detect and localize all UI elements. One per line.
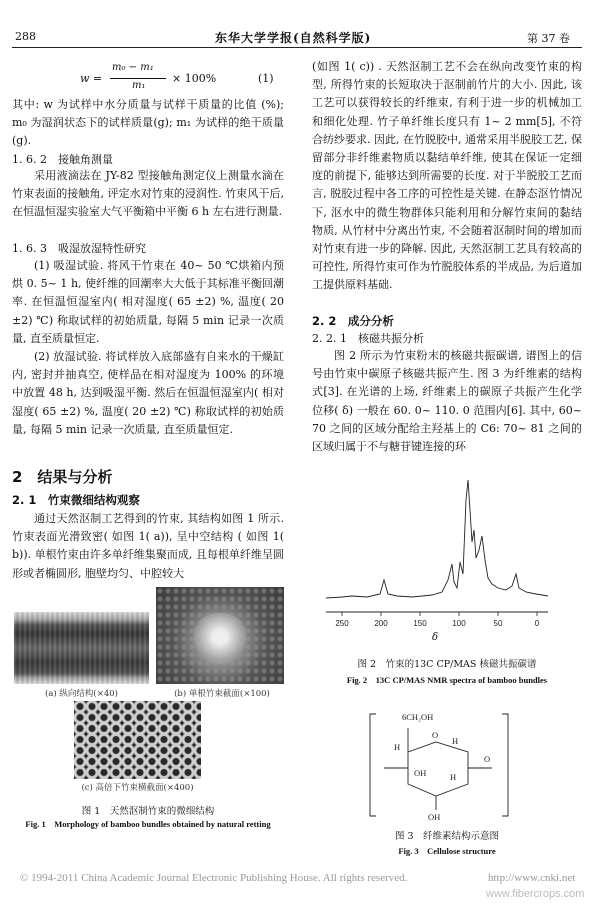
oh-label-1: OH bbox=[414, 768, 427, 778]
formula-note bbox=[12, 96, 284, 151]
fig2-caption-zh: 图 2 竹束的13C CP/MAS 核磁共振碳谱 bbox=[357, 659, 537, 670]
para-1-6-3a bbox=[12, 257, 284, 348]
nmr-tick-50: 50 bbox=[493, 619, 503, 628]
para-1-6-3b bbox=[12, 348, 284, 439]
eq-numerator: m₀ − m₁ bbox=[112, 62, 154, 73]
nmr-ticks bbox=[342, 612, 537, 616]
eq-number: (1) bbox=[258, 72, 274, 85]
para-cont-text: (如图 1( c)) . 天然沤制工艺不会在纵向改变竹束的构型, 所得竹束的长短取决于沤制前竹片的大小. 因此, 该工艺可以获得较长的纤维束, 有利于进一步的机械加工和细化处理. 竹子单纤维长度只有 1~ 2 mm[5], 不符合纺纱要求. 因此, 在竹脱胶中, 通常采用半脱胶工艺, 保留部分非纤维素物质以黏结单纤维, 使其在保证一定细度的前提下, 能够达到所需要的长度. 对于半脱胶工艺而言, 脱胶过程中各工序的可控性是关键. 在静态沤竹情况下, 沤水中的微生物群体只能利用和分解竹束间的黏结物质, 从竹材中分离出竹束, 不会随着沤制时间的增加而对竹束有进一步的降解. 因此, 天然沤制工艺具有较高的可控性, 所得竹束可作为竹脱胶体系的半成品, 为后道加工提供原料基础. bbox=[312, 60, 582, 292]
heading-2: 2 结果与分析 bbox=[12, 468, 113, 486]
fig1b-photo bbox=[156, 587, 284, 684]
volume-label: 第 37 卷 bbox=[527, 32, 570, 45]
para-2-1 bbox=[12, 510, 284, 583]
nmr-tick-250: 250 bbox=[335, 619, 349, 628]
copyright-footer: © 1994-2011 China Academic Journal Electronic Publishing House. All rights reserved. bbox=[20, 872, 408, 884]
o-label-ring: O bbox=[432, 730, 439, 740]
eq-denominator: m₁ bbox=[132, 80, 146, 91]
eq-rhs: × 100% bbox=[172, 72, 217, 85]
eq-fraction-bar bbox=[110, 78, 166, 79]
fig1b-caption: (b) 单根竹束截面(×100) bbox=[174, 689, 270, 699]
para-1-6-2 bbox=[12, 167, 284, 222]
nmr-xlabel: δ bbox=[432, 632, 439, 643]
nmr-spectrum bbox=[322, 470, 552, 630]
para-1-6-2-text: 采用液滴法在 JY-82 型接触角测定仪上测量水滴在竹束表面的接触角, 评定水对竹束的浸润性. 竹束风干后, 在恒温恒湿实验室大气平衡箱中平衡 6 h 左右进行测量. bbox=[12, 169, 284, 219]
nmr-trace bbox=[326, 480, 548, 598]
fig1c-caption: (c) 高倍下竹束横截面(×400) bbox=[81, 783, 194, 793]
nmr-tick-150: 150 bbox=[413, 619, 427, 628]
fig3-caption-en: Fig. 3 Cellulose structure bbox=[398, 846, 496, 856]
cellulose-structure bbox=[364, 704, 514, 828]
bracket-right bbox=[502, 714, 508, 816]
cnki-url[interactable]: http://www.cnki.net bbox=[488, 872, 576, 884]
para-2-2-1 bbox=[312, 347, 582, 456]
page-number: 288 bbox=[15, 30, 36, 43]
h-label-2: H bbox=[452, 736, 459, 746]
nmr-tick-100: 100 bbox=[452, 619, 466, 628]
section-2-2: 2. 2 成分分析 bbox=[312, 314, 394, 328]
para-2-1-text: 通过天然沤制工艺得到的竹束, 其结构如图 1 所示. 竹束表面光滑致密( 如图 1( a)), 呈中空结构 ( 如图 1( b)). 单根竹束由许多单纤维集聚而成, 且每根单纤维呈圆形或者椭圆形, 胞壁均匀、中腔较大 bbox=[12, 512, 284, 580]
equation-1 bbox=[80, 64, 280, 98]
para-1-6-3a-text: (1) 吸湿试验. 将风干竹束在 40~ 50 ℃烘箱内预烘 0. 5~ 1 h, 使纤维的回潮率大大低于其标准平衡回潮率. 在恒温恒湿室内( 相对湿度( 65 ±2) %, 温度( 20 ±2) ℃) 称取试样的初始质量, 每隔 5 min 记录一次质量, 直至质量恒定. bbox=[12, 259, 284, 345]
section-2-2-1: 2. 2. 1 核磁共振分析 bbox=[312, 332, 424, 345]
fig3-caption-zh: 图 3 纤维素结构示意图 bbox=[394, 831, 500, 842]
section-2-1: 2. 1 竹束微细结构观察 bbox=[12, 493, 140, 507]
fig1a-photo bbox=[14, 612, 149, 684]
eq-lhs: w = bbox=[80, 72, 103, 85]
fig1-caption-zh: 图 1 天然沤制竹束的微细结构 bbox=[81, 806, 215, 817]
fig2-caption-en: Fig. 2 13C CP/MAS NMR spectra of bamboo bundles bbox=[346, 675, 548, 685]
watermark: www.fibercrops.com bbox=[486, 888, 585, 900]
section-1-6-3: 1. 6. 3 吸湿放湿特性研究 bbox=[12, 242, 146, 255]
fig1a-caption: (a) 纵向结构(×40) bbox=[45, 689, 118, 699]
para-2-2-1-text: 图 2 所示为竹束粉末的核磁共振碳谱, 谱图上的信号由竹束中碳原子核磁共振产生. 图 3 为纤维素的结构式[3]. 在光谱的上场, 纤维素上的碳原子共振产生化学位移( δ) 一般在 60. 0~ 110. 0 范围内[6]. 其中, 60~ 70 之间的区域分配给主羟基上的 C6: 70~ 81 之间的区域归属于不与糖苷键连接的环 bbox=[312, 349, 582, 454]
nmr-tick-200: 200 bbox=[374, 619, 388, 628]
h-label-1: H bbox=[394, 742, 401, 752]
o-label-link: O bbox=[484, 754, 491, 764]
h-label-3: H bbox=[450, 772, 457, 782]
c6-label: 6CH₂OH bbox=[402, 712, 434, 722]
bracket-left bbox=[370, 714, 376, 816]
formula-note-text: 其中: w 为试样中水分质量与试样干质量的比值 (%); m₀ 为湿润状态下的试样质量(g); m₁ 为试样的绝干质量(g). bbox=[12, 98, 284, 148]
journal-title: 东华大学学报(自然科学版) bbox=[215, 31, 372, 45]
oh-label-2: OH bbox=[428, 812, 441, 822]
header-rule bbox=[12, 47, 582, 48]
nmr-tick-0: 0 bbox=[534, 619, 540, 628]
fig1c-photo bbox=[74, 701, 201, 779]
para-cont bbox=[312, 58, 582, 295]
section-1-6-2: 1. 6. 2 接触角测量 bbox=[12, 153, 113, 166]
fig1-caption-en: Fig. 1 Morphology of bamboo bundles obtained by natural retting bbox=[25, 819, 271, 829]
para-1-6-3b-text: (2) 放湿试验. 将试样放入底部盛有自来水的干燥缸内, 密封并抽真空, 使样品在相对湿度为 100% 的环境中放置 48 h, 达到吸湿平衡. 然后在恒温恒湿室内( 相对湿度( 65 ±2) %, 温度( 20 ±2) ℃) 称取试样的初始质量, 每隔 5 min 记录一次质量, 直至质量恒定. bbox=[12, 350, 284, 436]
